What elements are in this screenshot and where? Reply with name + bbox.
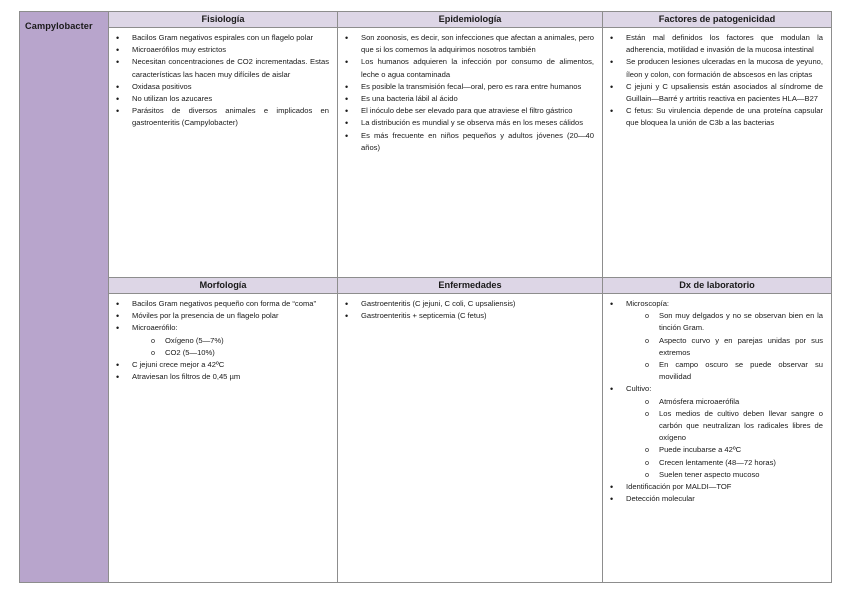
header-dx: Dx de laboratorio xyxy=(603,278,832,294)
organism-label: Campylobacter xyxy=(25,21,93,31)
list-item: • C fetus: Su virulencia depende de una proteína capsular que bloquea la unión de C3b a las bacterias xyxy=(603,105,823,129)
header-morfologia: Morfología xyxy=(109,278,338,294)
list-item: • Se producen lesiones ulceradas en la mucosa de yeyuno, íleon y colon, con formación de abscesos en las criptas xyxy=(603,56,823,80)
patogenicidad-cell xyxy=(603,28,832,278)
microscopia-sublist xyxy=(626,310,823,383)
sublist-item: o Oxígeno (5—7%) xyxy=(132,335,329,347)
epidemiologia-cell xyxy=(338,28,603,278)
fisiologia-list xyxy=(109,28,337,130)
list-item: • Necesitan concentraciones de CO2 incrementadas. Estas características las hacen muy difíciles de aislar xyxy=(109,56,329,80)
sublist-item: o Los medios de cultivo deben llevar sangre o carbón que neutralizan los radicales libres de oxígeno xyxy=(626,408,823,445)
campylobacter-table xyxy=(19,11,832,583)
list-item: • Es posible la transmisión fecal—oral, pero es rara entre humanos xyxy=(338,81,594,93)
list-item: • Oxidasa positivos xyxy=(109,81,329,93)
header-enfermedades: Enfermedades xyxy=(338,278,603,294)
header-fisiologia: Fisiología xyxy=(109,12,338,28)
morfologia-list xyxy=(109,294,337,383)
list-item: • Están mal definidos los factores que modulan la adherencia, motilidad e invasión de la mucosa intestinal xyxy=(603,32,823,56)
header-epidemiologia: Epidemiología xyxy=(338,12,603,28)
dx-list xyxy=(603,294,831,505)
list-item xyxy=(603,383,823,481)
list-item xyxy=(603,298,823,383)
list-item: • C jejuni crece mejor a 42ºC xyxy=(109,359,329,371)
cultivo-label: Cultivo: xyxy=(626,384,652,394)
epidemiologia-list xyxy=(338,28,602,154)
list-item: • La distribución es mundial y se observa más en los meses cálidos xyxy=(338,117,594,129)
list-item: • C jejuni y C upsaliensis están asociados al síndrome de Guillain—Barré y artritis reactiva en pacientes HLA—B27 xyxy=(603,81,823,105)
sublist-item: o Puede incubarse a 42ºC xyxy=(626,444,823,456)
enfermedades-list xyxy=(338,294,602,322)
sublist-item: o En campo oscuro se puede observar su movilidad xyxy=(626,359,823,383)
list-item: • Identificación por MALDI—TOF xyxy=(603,481,823,493)
list-item: • Los humanos adquieren la infección por consumo de alimentos, leche o agua contaminada xyxy=(338,56,594,80)
organism-cell xyxy=(20,12,109,583)
list-item: • Detección molecular xyxy=(603,493,823,505)
sublist-item: o Son muy delgados y no se observan bien en la tinción Gram. xyxy=(626,310,823,334)
sublist-item: o Crecen lentamente (48—72 horas) xyxy=(626,457,823,469)
list-item: • Bacilos Gram negativos espirales con un flagelo polar xyxy=(109,32,329,44)
patogenicidad-list xyxy=(603,28,831,130)
dx-cell xyxy=(603,294,832,583)
list-item: • Bacilos Gram negativos pequeño con forma de “coma” xyxy=(109,298,329,310)
sublist-item: o Suelen tener aspecto mucoso xyxy=(626,469,823,481)
cultivo-sublist xyxy=(626,396,823,481)
list-item: • El inóculo debe ser elevado para que atraviese el filtro gástrico xyxy=(338,105,594,117)
microscopia-label: Microscopía: xyxy=(626,299,670,308)
microaerofilo-label: Microaerófilo: xyxy=(132,323,178,333)
header-patogenicidad: Factores de patogenicidad xyxy=(603,12,832,28)
list-item: • Gastroenteritis (C jejuni, C coli, C upsaliensis) xyxy=(338,298,594,310)
list-item: • Microaerófilos muy estrictos xyxy=(109,44,329,56)
list-item: • Gastroenteritis + septicemia (C fetus) xyxy=(338,310,594,322)
enfermedades-cell xyxy=(338,294,603,583)
list-item: • Parásitos de diversos animales e implicados en gastroenteritis (Campylobacter) xyxy=(109,105,329,129)
list-item: • Es más frecuente en niños pequeños y adultos jóvenes (20—40 años) xyxy=(338,130,594,154)
microaerofilo-sublist xyxy=(132,335,329,359)
sublist-item: o Aspecto curvo y en parejas unidas por sus extremos xyxy=(626,335,823,359)
list-item: • Atraviesan los filtros de 0,45 µm xyxy=(109,371,329,383)
list-item: • Es una bacteria lábil al ácido xyxy=(338,93,594,105)
list-item: • Móviles por la presencia de un flagelo polar xyxy=(109,310,329,322)
list-item xyxy=(109,322,329,359)
list-item: • No utilizan los azucares xyxy=(109,93,329,105)
morfologia-cell xyxy=(109,294,338,583)
sublist-item: o CO2 (5—10%) xyxy=(132,347,329,359)
sublist-item: o Atmósfera microaerófila xyxy=(626,396,823,408)
fisiologia-cell xyxy=(109,28,338,278)
list-item: • Son zoonosis, es decir, son infecciones que afectan a animales, pero que si los comemos la adquirimos nosotros también xyxy=(338,32,594,56)
